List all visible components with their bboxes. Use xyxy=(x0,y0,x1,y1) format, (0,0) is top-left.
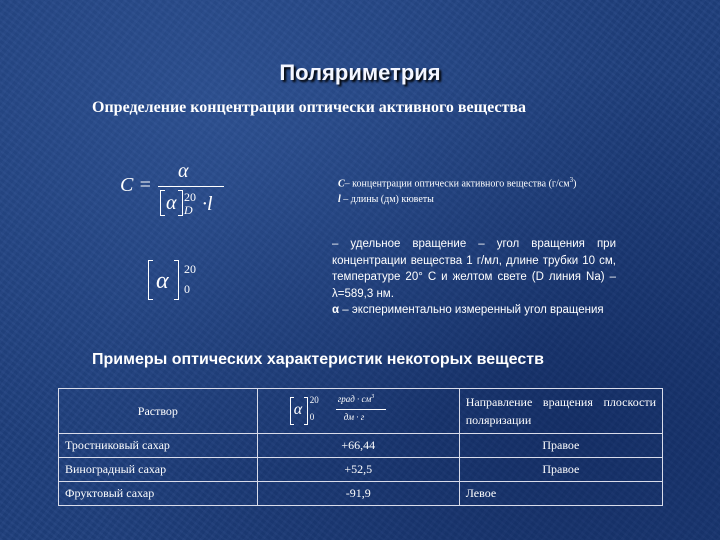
formula-length: ·l xyxy=(202,193,213,215)
definition-c-symbol: C xyxy=(338,178,345,190)
header-fraction-line xyxy=(336,409,386,410)
description-alpha-text: – экспериментально измеренный угол вращения xyxy=(339,304,604,316)
specific-rotation-symbol xyxy=(148,258,218,302)
table-row xyxy=(59,434,663,458)
cell-solution: Фруктовый сахар xyxy=(59,482,258,506)
properties-table xyxy=(58,388,663,506)
formula-denom-alpha: α xyxy=(166,192,177,214)
definition-l-symbol: l xyxy=(338,194,341,206)
rotation-sub: 0 xyxy=(184,282,190,296)
header-numerator-exponent: 3 xyxy=(371,394,375,400)
table-row xyxy=(59,458,663,482)
header-numerator-text: град · см xyxy=(337,394,372,404)
formula-bracket-right xyxy=(178,190,183,216)
formula-fraction-line xyxy=(158,186,224,187)
cell-solution: Тростниковый сахар xyxy=(59,434,258,458)
cell-rotation: +66,44 xyxy=(257,434,459,458)
formula-numerator: α xyxy=(178,160,189,182)
header-specific-rotation xyxy=(257,389,459,434)
header-denominator: дм · г xyxy=(343,412,365,422)
header-bracket-right xyxy=(304,397,308,425)
concentration-formula xyxy=(120,160,230,220)
definition-c-exponent: 3 xyxy=(569,176,574,184)
cell-direction: Правое xyxy=(459,434,662,458)
formula-lhs: C = xyxy=(120,174,152,196)
formula-sup: 20 xyxy=(184,190,196,204)
formula-sub: D xyxy=(184,203,193,217)
slide-title: Поляриметрия xyxy=(279,60,441,85)
description xyxy=(332,236,616,319)
rotation-sup: 20 xyxy=(184,262,196,276)
definition-l-text: – длины (дм) кюветы xyxy=(340,194,434,206)
table-row xyxy=(59,482,663,506)
description-alpha-symbol: α xyxy=(332,304,340,316)
header-rotation-direction: Направление вращения плоскости поляризации xyxy=(459,389,662,434)
cell-direction: Левое xyxy=(459,482,662,506)
header-sup: 20 xyxy=(309,395,319,405)
cell-rotation: -91,9 xyxy=(257,482,459,506)
definition-l xyxy=(338,192,618,208)
definition-c-text: – концентрации оптически активного вещества (г/см xyxy=(344,178,570,190)
table-header-row xyxy=(59,389,663,434)
cell-solution: Виноградный сахар xyxy=(59,458,258,482)
header-numerator xyxy=(338,394,375,404)
rotation-bracket-right xyxy=(174,260,179,300)
header-sub: 0 xyxy=(309,412,315,422)
formula-bracket-left xyxy=(160,190,165,216)
header-solution: Раствор xyxy=(59,389,258,434)
header-alpha: α xyxy=(293,401,303,418)
slide-subtitle: Определение концентрации оптически активного вещества xyxy=(92,99,526,116)
definition-c-close: ) xyxy=(573,178,577,190)
rotation-bracket-left xyxy=(148,260,153,300)
rotation-alpha: α xyxy=(156,268,169,294)
cell-direction: Правое xyxy=(459,458,662,482)
definition-c xyxy=(338,172,618,192)
cell-rotation: +52,5 xyxy=(257,458,459,482)
definitions xyxy=(338,172,618,208)
description-measured-angle xyxy=(332,302,616,319)
examples-title: Примеры оптических характеристик некоторых веществ xyxy=(92,351,544,368)
description-specific-rotation: – удельное вращение – угол вращения при концентрации вещества 1 г/мл, длине трубки 10 см, температуре 20° С и желтом свете (D линия Na) – λ=589,3 нм. xyxy=(332,238,616,300)
